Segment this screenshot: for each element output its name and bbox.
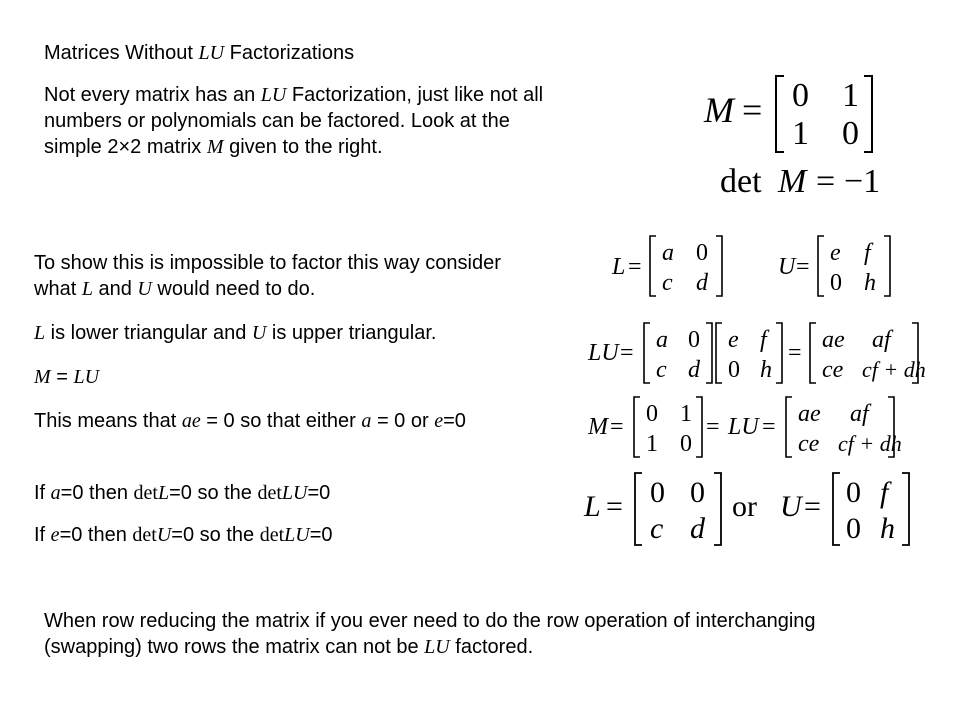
lou-or: or — [732, 490, 757, 523]
left-bracket — [833, 473, 840, 545]
show-paragraph: To show this is impossible to factor this way consider what L and U would need to do. — [34, 252, 501, 300]
u-matrix-formula — [778, 232, 898, 300]
u-cell-22: h — [864, 270, 876, 296]
lu-lhs: LU — [588, 340, 619, 366]
l-cell-21: c — [662, 270, 673, 296]
m-cell-22: 0 — [842, 115, 859, 152]
lou-lhs2: U — [780, 490, 802, 523]
m-matrix-formula — [700, 72, 880, 156]
m-cell-21: 1 — [792, 115, 809, 152]
lou-l-11: 0 — [650, 476, 665, 509]
right-bracket — [706, 323, 712, 383]
l-lhs: L — [612, 254, 626, 280]
triangular-line: L is lower triangular and U is upper triangular. — [34, 322, 437, 344]
lou-l-21: c — [650, 512, 664, 545]
m-cell-12: 1 — [842, 77, 859, 114]
slide-title: Matrices Without LU Factorizations — [44, 42, 355, 64]
l-matrix-formula — [612, 232, 732, 300]
u-lhs: U — [778, 254, 796, 280]
right-bracket — [864, 76, 872, 152]
det-eq: = — [816, 163, 836, 200]
l-cell-12: 0 — [696, 240, 708, 266]
m-equals-lu-formula — [588, 394, 928, 460]
lu-b-21: 0 — [728, 357, 740, 383]
left-bracket — [644, 323, 650, 383]
l-cell-11: a — [662, 240, 674, 266]
left-bracket — [810, 323, 816, 383]
lu-b-12: f — [760, 327, 767, 353]
lou-eq2: = — [804, 490, 821, 523]
right-bracket — [902, 473, 909, 545]
lou-l-22: d — [690, 512, 705, 545]
left-bracket — [776, 76, 784, 152]
left-bracket — [786, 397, 792, 457]
m-lhs: M — [704, 90, 734, 130]
l-cell-22: d — [696, 270, 708, 296]
mlu-r-11: ae — [798, 401, 821, 427]
lu-r-22: cf + dh — [862, 357, 926, 382]
lou-u-21: 0 — [846, 512, 861, 545]
lu-a-21: c — [656, 357, 667, 383]
right-bracket — [776, 323, 782, 383]
det-label: det — [720, 163, 762, 200]
mlu-m-21: 1 — [646, 431, 658, 457]
lu-r-11: ae — [822, 327, 845, 353]
lu-eq: = — [620, 340, 634, 366]
if-a-line: If a=0 then detL=0 so the detLU=0 — [34, 482, 331, 504]
mlu-r-22: cf + dh — [838, 431, 902, 456]
left-bracket — [818, 236, 824, 296]
l-or-u-formula — [584, 470, 914, 548]
u-cell-11: e — [830, 240, 841, 266]
det-m-formula — [720, 162, 900, 200]
mlu-m-12: 1 — [680, 401, 692, 427]
lou-u-11: 0 — [846, 476, 861, 509]
mlu-eq2: = — [762, 414, 776, 440]
lu-b-22: h — [760, 357, 772, 383]
mlu-r-12: af — [850, 401, 869, 427]
mlu-m-11: 0 — [646, 401, 658, 427]
right-bracket — [716, 236, 722, 296]
lu-a-11: a — [656, 327, 668, 353]
lu-product-formula — [588, 320, 928, 386]
mlu-eq: = — [610, 414, 624, 440]
mlu-r-21: ce — [798, 431, 820, 457]
intro-paragraph: Not every matrix has an LU Factorization, just like not all numbers or polynomials can be factored. Look at the simple 2×2 matrix M given to the right. — [44, 84, 544, 158]
lu-eq2: = — [788, 340, 802, 366]
det-value: −1 — [844, 163, 881, 200]
lu-b-11: e — [728, 327, 739, 353]
lu-r-12: af — [872, 327, 891, 353]
mlu-mid: LU — [728, 414, 759, 440]
u-eq: = — [796, 254, 810, 280]
left-bracket — [635, 473, 642, 545]
mlu-lhs: M — [588, 414, 608, 440]
lou-l-12: 0 — [690, 476, 705, 509]
mlu-m-22: 0 — [680, 431, 692, 457]
m-eq: = — [742, 90, 763, 130]
lou-lhs1: L — [584, 490, 601, 523]
mlu-mid-eq: = — [706, 414, 720, 440]
right-bracket — [696, 397, 702, 457]
m-equals-lu-line: M = LU — [34, 366, 100, 388]
u-cell-21: 0 — [830, 270, 842, 296]
lou-u-22: h — [880, 512, 895, 545]
lu-r-21: ce — [822, 357, 844, 383]
lou-u-12: f — [880, 476, 889, 509]
m-cell-11: 0 — [792, 77, 809, 114]
left-bracket — [716, 323, 722, 383]
det-var: M — [778, 163, 807, 200]
l-eq: = — [628, 254, 642, 280]
lou-eq: = — [606, 490, 623, 523]
left-bracket — [650, 236, 656, 296]
means-paragraph: This means that ae = 0 so that either a = 0 or e=0 — [34, 410, 466, 432]
right-bracket — [714, 473, 721, 545]
left-bracket — [634, 397, 640, 457]
if-e-line: If e=0 then detU=0 so the detLU=0 — [34, 524, 333, 546]
u-cell-12: f — [864, 240, 871, 266]
lu-a-12: 0 — [688, 327, 700, 353]
lu-a-22: d — [688, 357, 700, 383]
right-bracket — [884, 236, 890, 296]
conclusion-paragraph: When row reducing the matrix if you ever need to do the row operation of interchanging (swapping) two rows the matrix can not be LU factored. — [44, 610, 816, 658]
